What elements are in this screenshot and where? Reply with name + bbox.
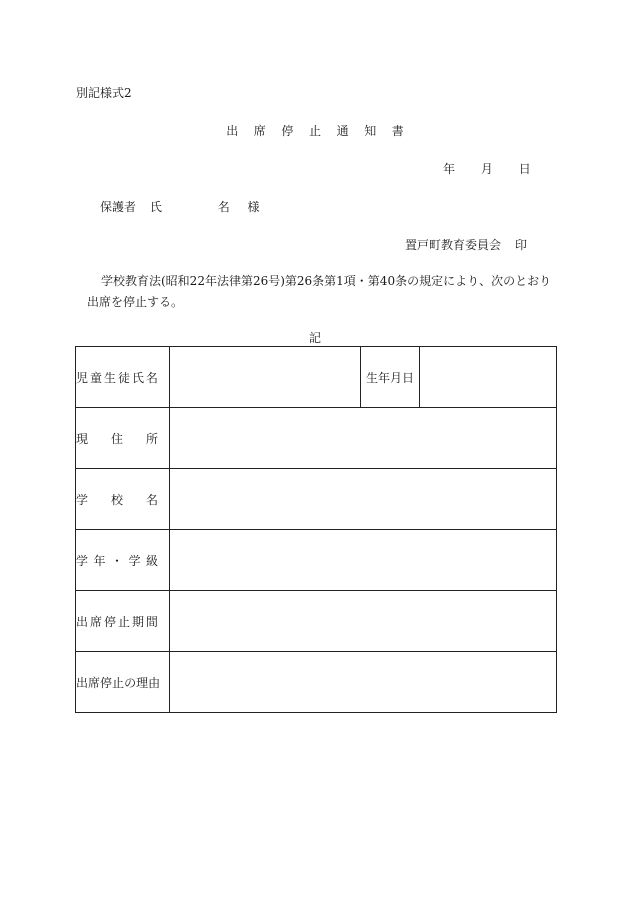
label-char: 名: [145, 370, 158, 385]
label-char: 学: [76, 492, 89, 507]
address-label-cell: [76, 408, 170, 469]
label-char: 停: [103, 614, 116, 629]
student-name-value-cell[interactable]: [170, 347, 361, 408]
label-char: 氏: [131, 370, 144, 385]
label-char: 名: [145, 492, 158, 507]
guardian-honorific: 様: [247, 200, 260, 214]
label-char: 級: [145, 553, 158, 568]
label-char: 出: [76, 675, 89, 690]
document-title: 出席停止通知書: [226, 124, 420, 138]
birthdate-value-cell[interactable]: [420, 347, 557, 408]
table-row: [76, 652, 557, 713]
school-name-value-cell[interactable]: [170, 469, 557, 530]
label-char: 由: [148, 675, 161, 690]
label-char: 学: [76, 553, 89, 568]
suspension-reason-label: [76, 674, 161, 691]
table-row: [76, 408, 557, 469]
label-char: 年: [93, 553, 106, 568]
label-char: 童: [89, 370, 102, 385]
grade-class-value-cell[interactable]: [170, 530, 557, 591]
label-char: 止: [112, 675, 125, 690]
record-heading: 記: [308, 331, 321, 345]
label-char: 出: [76, 614, 89, 629]
label-char: 理: [136, 675, 149, 690]
label-char: 間: [145, 614, 158, 629]
label-char: 所: [145, 431, 158, 446]
label-char: 徒: [117, 370, 130, 385]
suspension-period-label: [76, 613, 158, 630]
suspension-period-label-cell: [76, 591, 170, 652]
label-char: ・: [110, 553, 123, 568]
label-char: 現: [76, 431, 89, 446]
record-table: [75, 346, 557, 713]
issuer-name: 置戸町教育委員会: [405, 238, 502, 252]
table-row: [76, 347, 557, 408]
notice-body-text: 学校教育法(昭和22年法律第26号)第26条第1項・第40条の規定により、次のとおり出席を停止する。: [87, 274, 552, 309]
date-year-label: 年: [443, 162, 456, 176]
address-label: [76, 430, 158, 447]
date-line: [443, 160, 531, 177]
label-char: 期: [131, 614, 144, 629]
table-row: [76, 530, 557, 591]
label-char: 席: [89, 614, 102, 629]
form-number: 別記様式2: [76, 86, 132, 100]
student-name-label: [76, 369, 158, 386]
label-char: 生: [103, 370, 116, 385]
guardian-address-line: [100, 198, 260, 215]
grade-class-label-cell: [76, 530, 170, 591]
guardian-name-label-second: 名: [217, 200, 230, 214]
school-name-label: [76, 491, 158, 508]
guardian-name-label-first: 氏: [149, 200, 162, 214]
label-char: 止: [117, 614, 130, 629]
label-char: 学: [128, 553, 141, 568]
suspension-reason-label-cell: [76, 652, 170, 713]
date-month-label: 月: [480, 162, 493, 176]
address-value-cell[interactable]: [170, 408, 557, 469]
table-row: [76, 591, 557, 652]
issuer-seal-mark: 印: [515, 238, 528, 252]
label-char: 校: [110, 492, 123, 507]
birthdate-label: 生年月日: [361, 347, 420, 408]
label-char: 席: [88, 675, 101, 690]
issuer-line: [405, 236, 527, 253]
label-char: の: [124, 675, 137, 690]
date-day-label: 日: [518, 162, 531, 176]
student-name-label-cell: [76, 347, 170, 408]
suspension-period-value-cell[interactable]: [170, 591, 557, 652]
grade-class-label: [76, 552, 158, 569]
school-name-label-cell: [76, 469, 170, 530]
label-char: 児: [76, 370, 89, 385]
guardian-label: 保護者: [100, 200, 137, 214]
table-row: [76, 469, 557, 530]
label-char: 停: [100, 675, 113, 690]
label-char: 住: [110, 431, 123, 446]
suspension-reason-value-cell[interactable]: [170, 652, 557, 713]
